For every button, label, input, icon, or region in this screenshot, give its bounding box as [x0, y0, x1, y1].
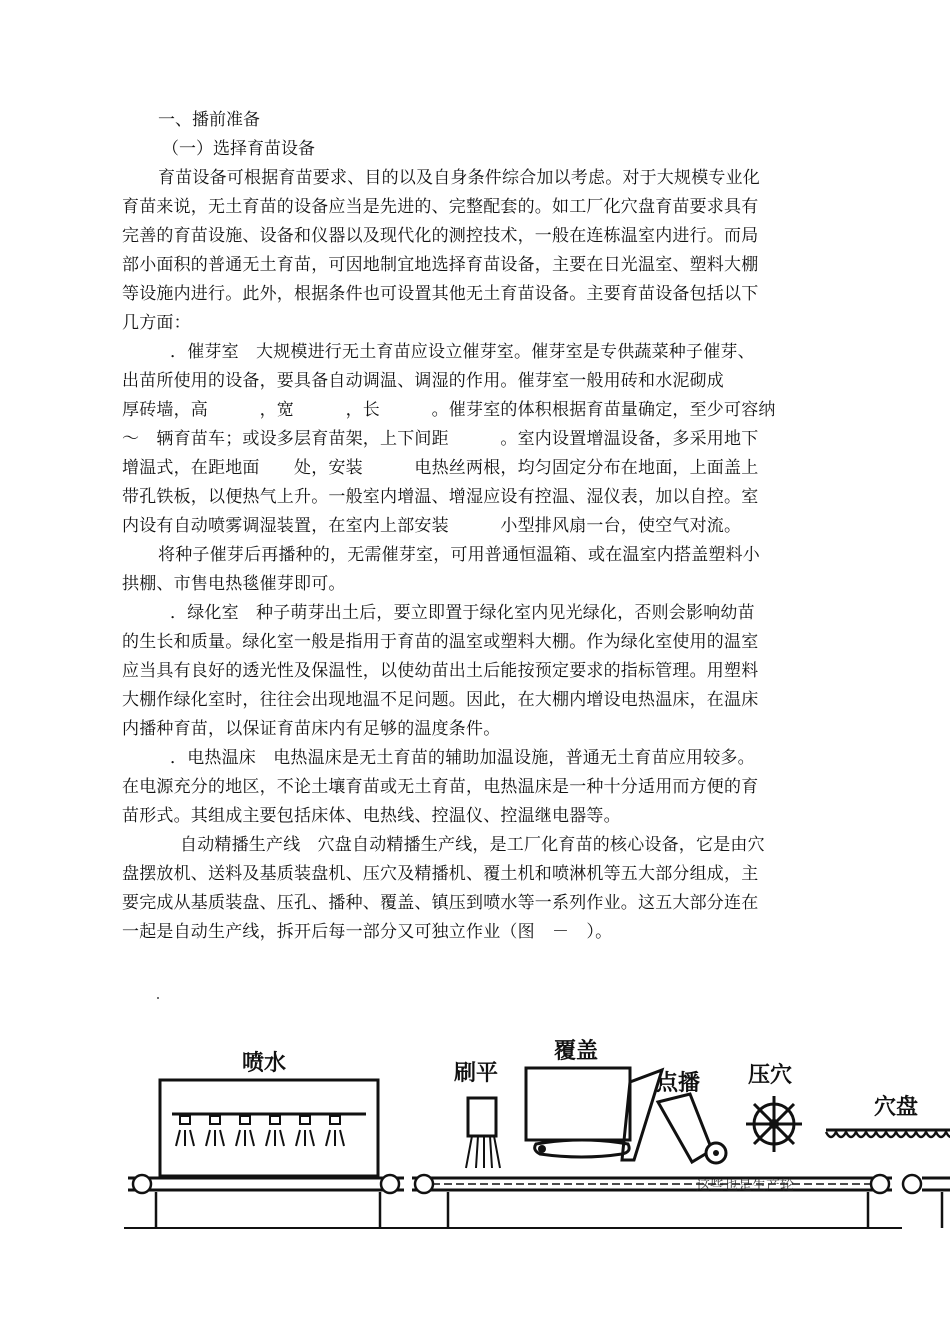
paragraph-line: 内设有自动喷雾调湿装置，在室内上部安装 小型排风扇一台，使空气对流。	[122, 516, 742, 536]
figure-caption: 这些也是生产轮	[696, 1178, 794, 1194]
press-wheel	[746, 1096, 802, 1152]
paragraph-line: 厚砖墙，高 ，宽 ，长 。催芽室的体积根据育苗量确定，至少可容纳	[122, 400, 776, 420]
label-seed: 点播	[656, 1071, 701, 1096]
label-tray: 穴盘	[874, 1095, 919, 1120]
paragraph-line: ．催芽室 大规模进行无土育苗应设立催芽室。催芽室是专供蔬菜种子催芽、	[170, 342, 755, 362]
leveling-brush	[466, 1098, 500, 1168]
paragraph-line: 的生长和质量。绿化室一般是指用于育苗的温室或塑料大棚。作为绿化室使用的温室	[122, 632, 759, 652]
paragraph-line: ～ 辆育苗车；或设多层育苗架，上下间距 。室内设置增温设备，多采用地下	[122, 429, 759, 449]
paragraph-line: ．绿化室 种子萌芽出土后，要立即置于绿化室内见光绿化，否则会影响幼苗	[170, 603, 755, 623]
paragraph-line: 几方面：	[122, 313, 191, 333]
label-cover: 覆盖	[554, 1039, 599, 1064]
paragraph-line: 在电源充分的地区，不论土壤育苗或无土育苗，电热温床是一种十分适用而方便的育	[122, 777, 759, 797]
label-level: 刷平	[454, 1061, 499, 1086]
spray-hood	[160, 1080, 378, 1176]
conveyor-spray	[124, 1175, 422, 1228]
paragraph-line: 带孔铁板，以便热气上升。一般室内增温、增湿应设有控温、湿仪表，加以自控。室	[122, 487, 759, 507]
label-spray: 喷水	[242, 1051, 287, 1076]
label-press: 压穴	[748, 1063, 793, 1088]
paragraph-line: 育苗来说，无土育苗的设备应当是先进的、完整配套的。如工厂化穴盘育苗要求具有	[122, 197, 759, 217]
paragraph-line: 出苗所使用的设备，要具备自动调温、调湿的作用。催芽室一般用砖和水泥砌成	[122, 371, 724, 391]
paragraph-line: 应当具有良好的透光性及保温性，以使幼苗出土后能按预定要求的指标管理。用塑料	[122, 661, 759, 681]
plug-tray	[826, 1130, 950, 1137]
paragraph-line: 自动精播生产线 穴盘自动精播生产线，是工厂化育苗的核心设备，它是由穴	[180, 835, 765, 855]
paragraph-line: 部小面积的普通无土育苗，可因地制宜地选择育苗设备，主要在日光温室、塑料大棚	[122, 255, 759, 275]
paragraph-line: 将种子催芽后再播种的，无需催芽室，可用普通恒温箱、或在温室内搭盖塑料小	[158, 545, 760, 565]
seeding-line-figure	[122, 990, 950, 1240]
paragraph-line: 拱棚、市售电热毯催芽即可。	[122, 574, 346, 594]
paragraph-line: 增温式，在距地面 处，安装 电热丝两根，均匀固定分布在地面，上面盖上	[122, 458, 759, 478]
seeder	[658, 1094, 726, 1163]
conveyor-tray	[903, 1175, 950, 1228]
paragraph-line: 一起是自动生产线，拆开后每一部分又可独立作业（图 － ）。	[122, 922, 613, 942]
paragraph-line: 盘摆放机、送料及基质装盘机、压穴及精播机、覆土机和喷淋机等五大部分组成，主	[122, 864, 759, 884]
subsection-heading: （一）选择育苗设备	[162, 139, 315, 159]
paragraph-line: 育苗设备可根据育苗要求、目的以及自身条件综合加以考虑。对于大规模专业化	[158, 168, 760, 188]
cover-hopper	[526, 1068, 662, 1160]
paragraph-line: 大棚作绿化室时，往往会出现地温不足问题。因此，在大棚内增设电热温床，在温床	[122, 690, 759, 710]
section-heading: 一、播前准备	[158, 110, 260, 130]
paragraph-line: 内播种育苗，以保证育苗床内有足够的温度条件。	[122, 719, 501, 739]
paragraph-line: 完善的育苗设施、设备和仪器以及现代化的测控技术，一般在连栋温室内进行。而局	[122, 226, 759, 246]
paragraph-line: 等设施内进行。此外，根据条件也可设置其他无土育苗设备。主要育苗设备包括以下	[122, 284, 759, 304]
paragraph-line: ．电热温床 电热温床是无土育苗的辅助加温设施，普通无土育苗应用较多。	[170, 748, 755, 768]
paragraph-line: 要完成从基质装盘、压孔、播种、覆盖、镇压到喷水等一系列作业。这五大部分连在	[122, 893, 759, 913]
paragraph-line: 苗形式。其组成主要包括床体、电热线、控温仪、控温继电器等。	[122, 806, 621, 826]
conveyor-main	[412, 1175, 902, 1228]
